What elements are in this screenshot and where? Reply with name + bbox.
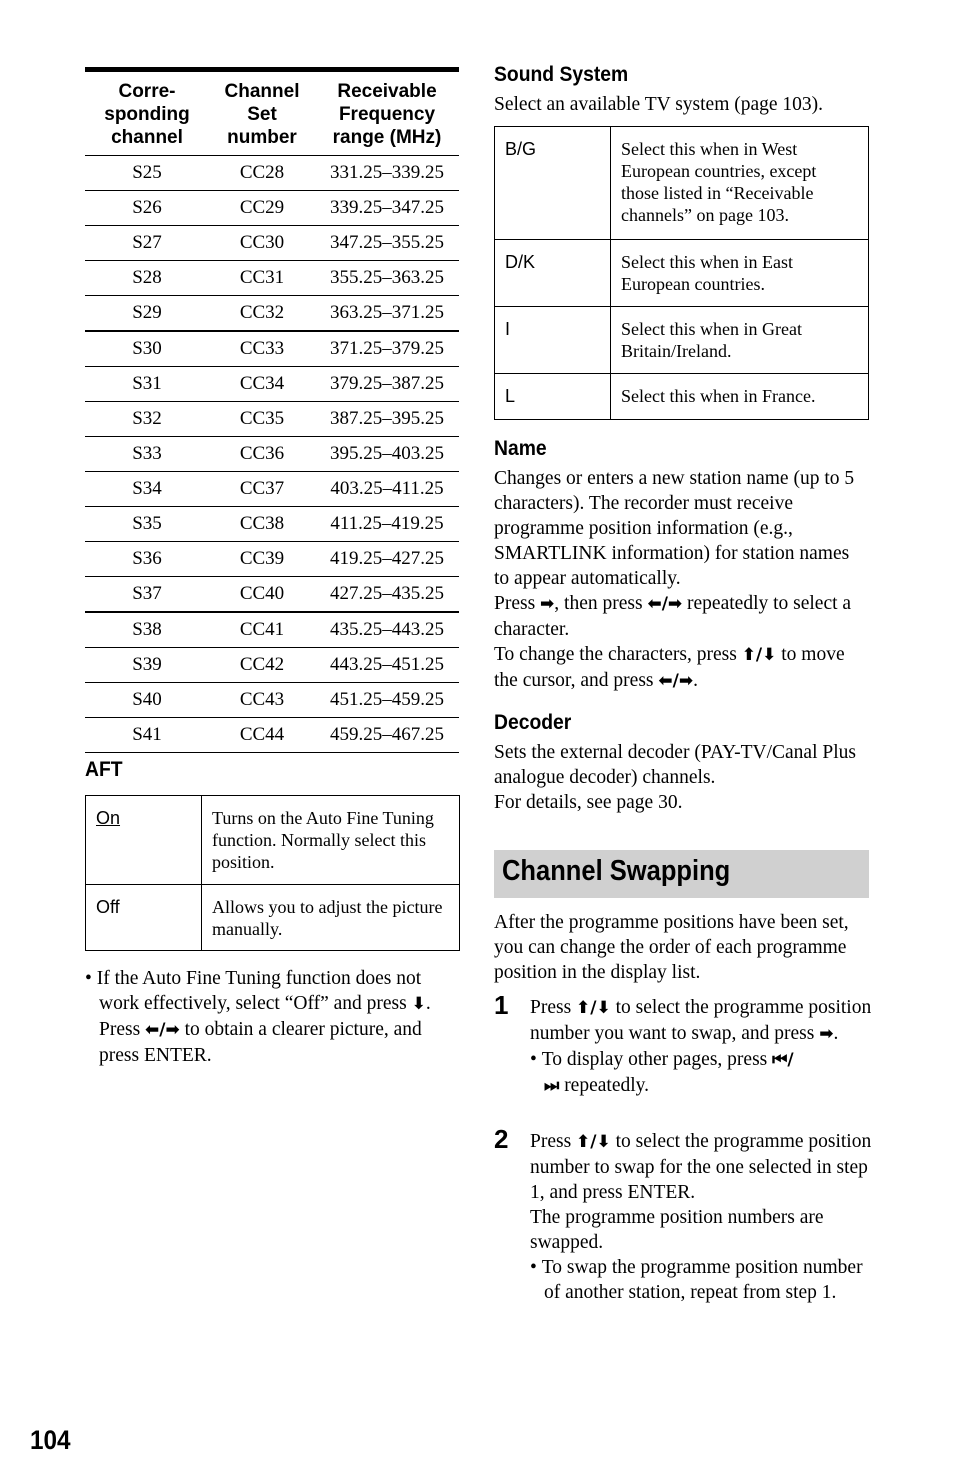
channel-cell: S28 — [85, 261, 209, 296]
table-row — [85, 437, 459, 472]
table-row — [85, 402, 459, 437]
step-1-number: 1 — [494, 990, 509, 1020]
table-row — [85, 156, 459, 191]
sound-dk-desc: Select this when in East European countries. — [611, 240, 869, 307]
previous-icon: ⏮/ — [772, 1050, 794, 1070]
frequency-cell: 339.25–347.25 — [315, 191, 459, 226]
table-row — [86, 796, 460, 885]
frequency-cell: 419.25–427.25 — [315, 542, 459, 577]
channel-cell: S36 — [85, 542, 209, 577]
aft-off-desc: Allows you to adjust the picture manually. — [202, 885, 460, 951]
channel-cell: S31 — [85, 367, 209, 402]
frequency-cell: 443.25–451.25 — [315, 648, 459, 683]
channel-cell: S29 — [85, 296, 209, 332]
channel-cell: S40 — [85, 683, 209, 718]
left-right-arrow-icon: ⬅/➡ — [658, 671, 694, 691]
channel-cell: S33 — [85, 437, 209, 472]
aft-note: • If the Auto Fine Tuning function does not work effectively, select “Off” and press ⬇. Press ⬅/➡ to obtain a clearer picture, and press ENTER. — [85, 968, 431, 1066]
frequency-cell: 387.25–395.25 — [315, 402, 459, 437]
set-number-cell: CC38 — [209, 507, 315, 542]
up-down-arrow-icon: ⬆/⬇ — [576, 998, 611, 1018]
channel-cell: S30 — [85, 331, 209, 367]
sound-l-label: L — [495, 374, 611, 420]
aft-on-desc: Turns on the Auto Fine Tuning function. Normally select this position. — [202, 796, 460, 885]
channel-frequency-table — [85, 67, 459, 753]
aft-table — [85, 795, 460, 951]
set-number-cell: CC44 — [209, 718, 315, 753]
frequency-cell: 379.25–387.25 — [315, 367, 459, 402]
table-row — [85, 542, 459, 577]
channel-cell: S37 — [85, 577, 209, 613]
set-number-cell: CC34 — [209, 367, 315, 402]
table-row — [85, 648, 459, 683]
set-number-cell: CC32 — [209, 296, 315, 332]
set-number-cell: CC43 — [209, 683, 315, 718]
decoder-body — [494, 740, 869, 815]
table-row — [85, 296, 459, 332]
channel-cell: S25 — [85, 156, 209, 191]
table-row — [85, 191, 459, 226]
table-header-row — [85, 70, 459, 156]
set-number-cell: CC29 — [209, 191, 315, 226]
page-number: 104 — [30, 1425, 71, 1455]
step-1-subnote: • To display other pages, press ⏮/ ⏭ repeatedly. — [530, 1049, 794, 1096]
frequency-cell: 331.25–339.25 — [315, 156, 459, 191]
table-row — [85, 683, 459, 718]
channel-cell: S39 — [85, 648, 209, 683]
frequency-cell: 355.25–363.25 — [315, 261, 459, 296]
set-number-cell: CC31 — [209, 261, 315, 296]
col-header-channel: Corre- sponding channel — [104, 81, 190, 148]
step-2-text: Press ⬆/⬇ to select the programme position number to swap for the one selected in step 1, and press ENTER. The programme position numbers are swapped. • To swap the programme position number of another station, repeat from step 1. — [530, 1129, 875, 1305]
frequency-cell: 395.25–403.25 — [315, 437, 459, 472]
table-row — [495, 374, 869, 420]
set-number-cell: CC28 — [209, 156, 315, 191]
channel-cell: S27 — [85, 226, 209, 261]
frequency-cell: 451.25–459.25 — [315, 683, 459, 718]
decoder-heading: Decoder — [494, 711, 572, 734]
channel-cell: S26 — [85, 191, 209, 226]
name-body — [494, 466, 869, 694]
table-row — [85, 577, 459, 613]
name-paragraph-3: To change the characters, press ⬆/⬇ to move the cursor, and press ⬅/➡. — [494, 644, 845, 691]
table-row — [85, 718, 459, 753]
sound-i-desc: Select this when in Great Britain/Ireland. — [611, 307, 869, 374]
col-header-set-number: Channel Set number — [224, 81, 300, 148]
table-row — [85, 367, 459, 402]
up-down-arrow-icon: ⬆/⬇ — [741, 645, 777, 665]
table-row — [85, 226, 459, 261]
table-row — [495, 307, 869, 374]
sound-system-table — [494, 126, 869, 420]
set-number-cell: CC35 — [209, 402, 315, 437]
name-paragraph-1: Changes or enters a new station name (up to 5 characters). The recorder must receive programme position information (e.g., SMARTLINK information) for station names to appear automatically. — [494, 468, 855, 589]
table-row — [85, 472, 459, 507]
table-row — [85, 261, 459, 296]
frequency-cell: 459.25–467.25 — [315, 718, 459, 753]
table-row — [495, 127, 869, 240]
set-number-cell: CC39 — [209, 542, 315, 577]
decoder-paragraph-1: Sets the external decoder (PAY-TV/Canal Plus analogue decoder) channels. — [494, 742, 856, 788]
channel-table-body — [85, 156, 459, 753]
name-heading: Name — [494, 437, 547, 460]
down-arrow-icon: ⬇ — [411, 994, 426, 1014]
col-header-frequency: Receivable Frequency range (MHz) — [332, 81, 442, 148]
frequency-cell: 363.25–371.25 — [315, 296, 459, 332]
channel-cell: S34 — [85, 472, 209, 507]
frequency-cell: 411.25–419.25 — [315, 507, 459, 542]
left-right-arrow-icon: ⬅/➡ — [647, 594, 683, 614]
table-row — [85, 331, 459, 367]
right-arrow-icon: ➡ — [819, 1024, 834, 1044]
channel-swapping-title: Channel Swapping — [502, 855, 731, 887]
channel-cell: S38 — [85, 612, 209, 648]
next-icon: ⏭ — [544, 1076, 560, 1096]
decoder-paragraph-2: For details, see page 30. — [494, 792, 683, 813]
frequency-cell: 403.25–411.25 — [315, 472, 459, 507]
frequency-cell: 435.25–443.25 — [315, 612, 459, 648]
sound-bg-label: B/G — [495, 127, 611, 240]
sound-l-desc: Select this when in France. — [611, 374, 869, 420]
set-number-cell: CC42 — [209, 648, 315, 683]
set-number-cell: CC40 — [209, 577, 315, 613]
channel-cell: S35 — [85, 507, 209, 542]
table-row — [86, 885, 460, 951]
sound-i-label: I — [495, 307, 611, 374]
frequency-cell: 371.25–379.25 — [315, 331, 459, 367]
table-row — [85, 507, 459, 542]
set-number-cell: CC37 — [209, 472, 315, 507]
step-2-subnote: • To swap the programme position number of another station, repeat from step 1. — [530, 1257, 863, 1303]
channel-cell: S32 — [85, 402, 209, 437]
channel-cell: S41 — [85, 718, 209, 753]
left-right-arrow-icon: ⬅/➡ — [145, 1020, 180, 1040]
set-number-cell: CC33 — [209, 331, 315, 367]
aft-heading: AFT — [85, 758, 123, 781]
sound-system-heading: Sound System — [494, 63, 629, 86]
sound-bg-desc: Select this when in West European countries, except those listed in “Receivable channels” on page 103. — [611, 127, 869, 240]
aft-on-label: On — [96, 808, 121, 828]
sound-dk-label: D/K — [495, 240, 611, 307]
aft-off-label: Off — [86, 885, 202, 951]
set-number-cell: CC41 — [209, 612, 315, 648]
table-row — [85, 612, 459, 648]
step-1-text: Press ⬆/⬇ to select the programme position number you want to swap, and press ➡. • To display other pages, press ⏮/ ⏭ repeatedly. — [530, 995, 875, 1099]
table-row — [495, 240, 869, 307]
step-2-number: 2 — [494, 1124, 509, 1154]
set-number-cell: CC30 — [209, 226, 315, 261]
channel-swapping-intro: After the programme positions have been set, you can change the order of each programme position in the display list. — [494, 912, 849, 983]
up-down-arrow-icon: ⬆/⬇ — [576, 1132, 611, 1152]
sound-system-intro: Select an available TV system (page 103). — [494, 94, 824, 115]
right-arrow-icon: ➡ — [540, 594, 555, 614]
name-paragraph-2: Press ➡, then press ⬅/➡ repeatedly to select a character. — [494, 593, 852, 640]
frequency-cell: 347.25–355.25 — [315, 226, 459, 261]
set-number-cell: CC36 — [209, 437, 315, 472]
frequency-cell: 427.25–435.25 — [315, 577, 459, 613]
